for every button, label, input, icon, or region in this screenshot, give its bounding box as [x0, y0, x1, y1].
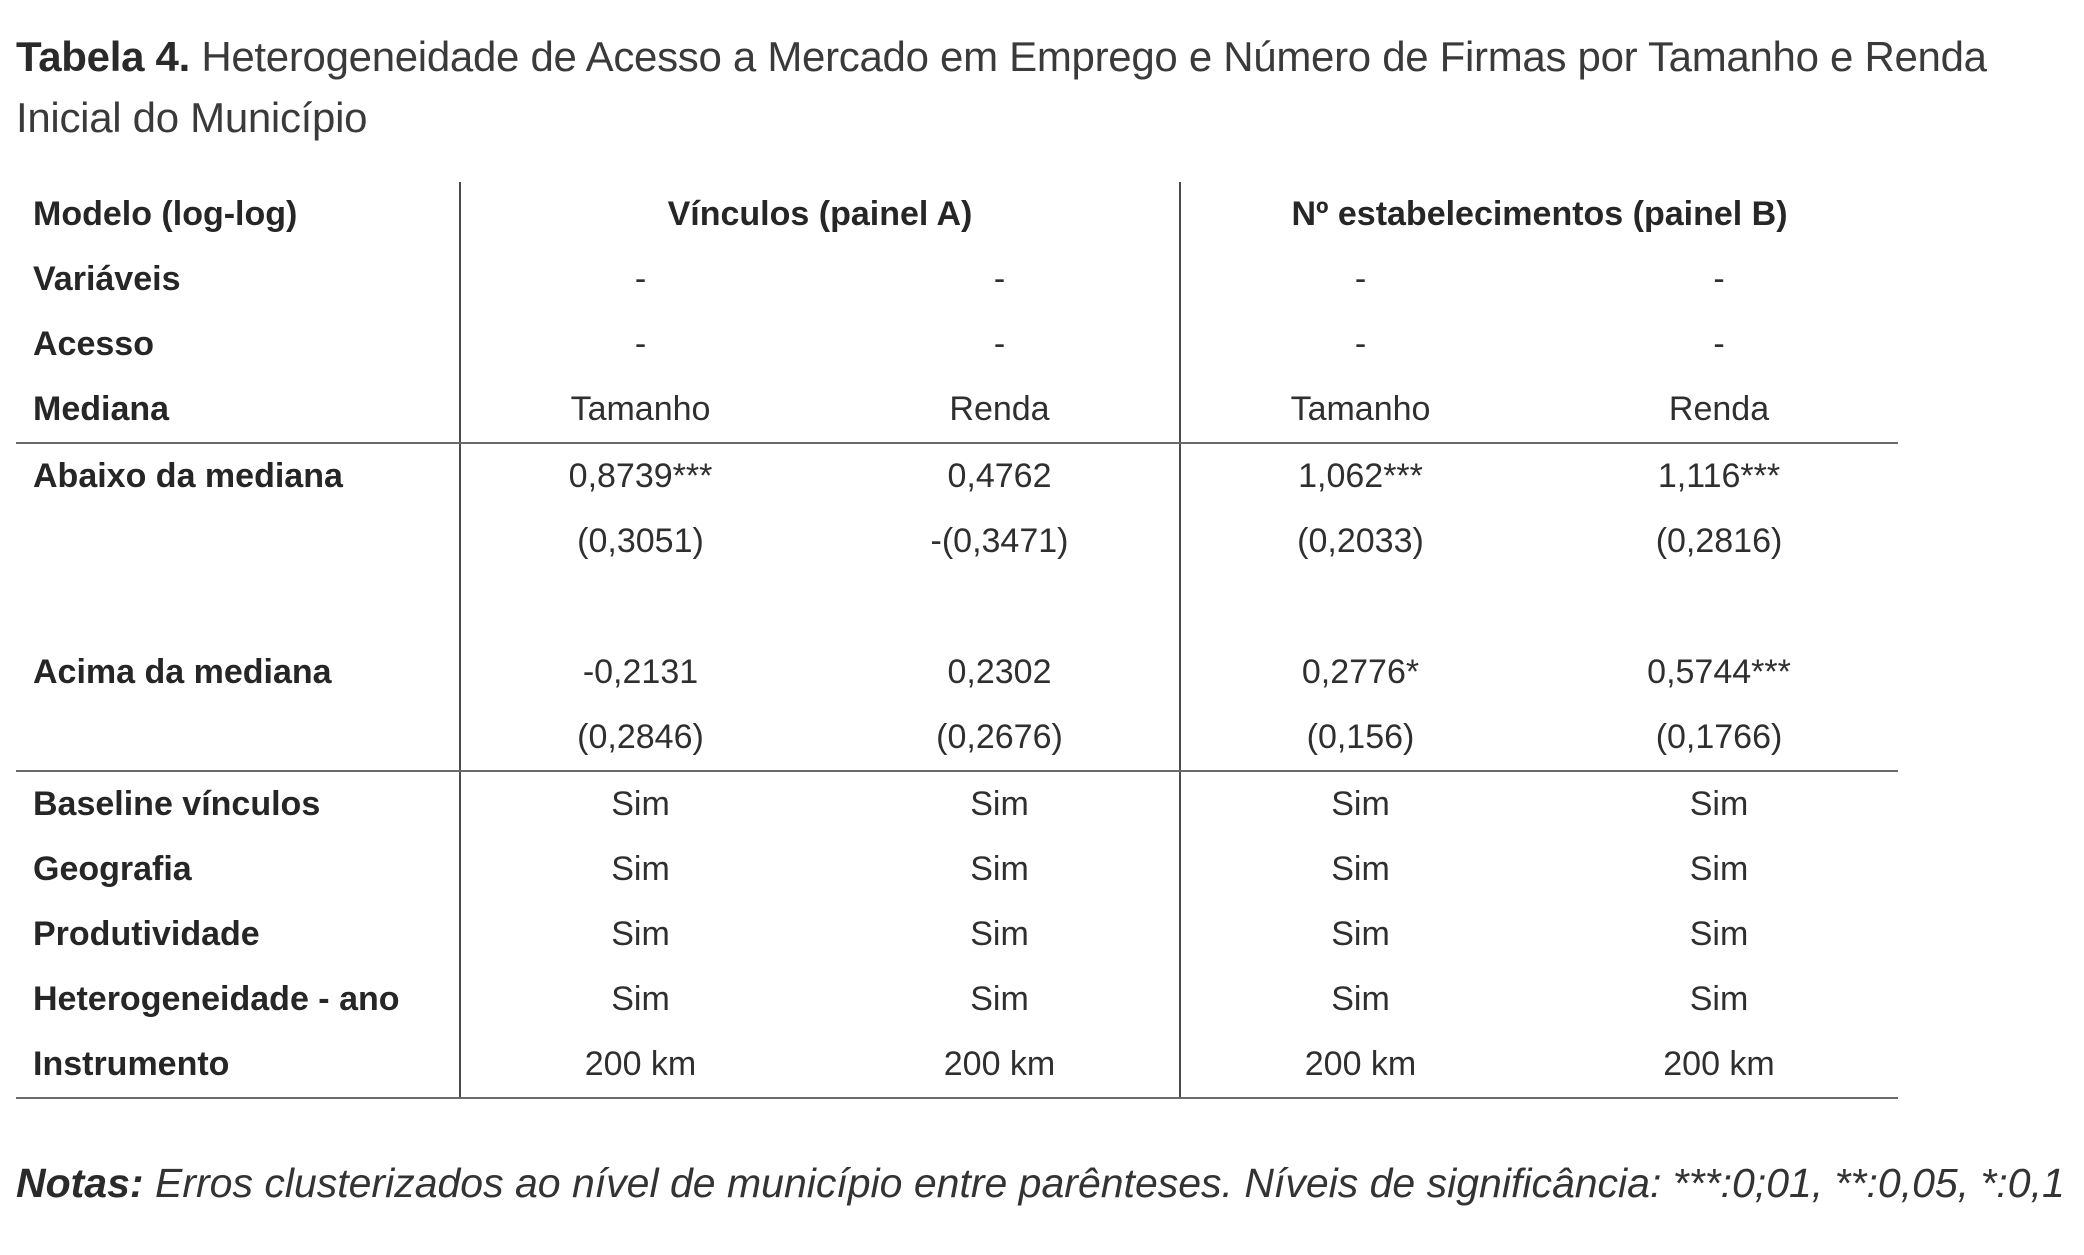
row-label	[16, 705, 460, 771]
table-cell: 0,8739***	[568, 457, 713, 495]
table-cell: 200 km	[1180, 1032, 1540, 1098]
table-cell: Sim	[1689, 850, 1749, 888]
table-cell: 0,2302	[820, 640, 1180, 705]
results-table	[16, 182, 1898, 1099]
caption-label: Tabela 4.	[16, 33, 190, 80]
table-row	[16, 509, 1898, 574]
table-cell: 200 km	[820, 1032, 1180, 1098]
table-cell: 0,5744***	[1647, 653, 1791, 691]
table-cell: 1,062***	[1298, 457, 1423, 495]
table-cell: -	[1354, 260, 1367, 298]
model-label: Modelo (log-log)	[16, 182, 460, 247]
table-cell: (0,2816)	[1655, 522, 1783, 560]
notes-text: Erros clusterizados ao nível de município entre parênteses. Níveis de significância: ***:0;01, **:0,05, *:0,1	[154, 1160, 2065, 1206]
table-cell: (0,1766)	[1540, 705, 1898, 771]
row-label: Acesso	[16, 312, 460, 377]
table-cell: Sim	[820, 902, 1180, 967]
table-cell: Sim	[820, 837, 1180, 902]
row-label: Mediana	[16, 377, 460, 443]
table-cell: 200 km	[1540, 1032, 1898, 1098]
table-cell: Sim	[1331, 915, 1390, 953]
table-cell: Sim	[1331, 980, 1390, 1018]
table-cell: Sim	[611, 980, 670, 1018]
table-cell: -(0,3471)	[820, 509, 1180, 574]
table-row	[16, 1032, 1898, 1098]
row-label: Produtividade	[16, 902, 460, 967]
table-cell: 0,2776*	[1301, 653, 1420, 691]
table-cell: Tamanho	[1180, 377, 1540, 443]
table-cell: -	[1354, 325, 1367, 363]
row-label: Geografia	[16, 837, 460, 902]
table-cell: -0,2131	[582, 653, 699, 691]
table-cell: Sim	[1689, 785, 1749, 823]
table-cell: -	[820, 247, 1180, 312]
table-row	[16, 771, 1898, 837]
row-label: Heterogeneidade - ano	[16, 967, 460, 1032]
table-cell: 0,4762	[820, 443, 1180, 509]
table-cell: Sim	[820, 771, 1180, 837]
table-row	[16, 640, 1898, 705]
panel-a-header: Vínculos (painel A)	[460, 182, 1180, 247]
table-cell: -	[820, 312, 1180, 377]
row-label: Acima da mediana	[16, 640, 460, 705]
table-cell: Tamanho	[460, 377, 820, 443]
table-cell: -	[1713, 260, 1725, 298]
table-cell: Renda	[820, 377, 1180, 443]
panel-b-header: Nº estabelecimentos (painel B)	[1291, 195, 1788, 233]
table-cell: Sim	[611, 785, 670, 823]
table-row	[16, 837, 1898, 902]
table-cell: Sim	[1331, 785, 1390, 823]
table-cell: Sim	[611, 850, 670, 888]
table-row	[16, 705, 1898, 771]
header-row	[16, 182, 1898, 247]
caption-text: Heterogeneidade de Acesso a Mercado em Emprego e Número de Firmas por Tamanho e Renda Inicial do Município	[16, 33, 1987, 141]
table-cell: -	[1713, 325, 1725, 363]
row-label: Baseline vínculos	[16, 771, 460, 837]
table-cell: (0,2846)	[460, 705, 820, 771]
table-cell: Sim	[1689, 980, 1749, 1018]
table-cell: (0,2033)	[1297, 522, 1424, 560]
table-cell: (0,3051)	[577, 522, 704, 560]
table-caption	[16, 26, 2066, 148]
table-row	[16, 443, 1898, 509]
row-label: Variáveis	[16, 247, 460, 312]
table-row	[16, 247, 1898, 312]
table-cell: -	[634, 260, 647, 298]
table-cell: -	[634, 325, 647, 363]
table-row	[16, 967, 1898, 1032]
table-cell: Sim	[820, 967, 1180, 1032]
table-row	[16, 902, 1898, 967]
table-cell: 200 km	[460, 1032, 820, 1098]
table-cell: (0,156)	[1180, 705, 1540, 771]
row-label: Instrumento	[16, 1032, 460, 1098]
table-cell: Sim	[1689, 915, 1749, 953]
notes-label: Notas:	[16, 1160, 144, 1206]
spacer-row	[16, 574, 1898, 640]
row-label	[16, 509, 460, 574]
table-row	[16, 312, 1898, 377]
table-cell: 1,116***	[1657, 457, 1781, 495]
table-notes	[16, 1155, 2065, 1211]
table-cell: (0,2676)	[820, 705, 1180, 771]
table-row	[16, 377, 1898, 443]
table-cell: Renda	[1540, 377, 1898, 443]
table-cell: Sim	[611, 915, 670, 953]
row-label: Abaixo da mediana	[16, 443, 460, 509]
table-cell: Sim	[1331, 850, 1390, 888]
